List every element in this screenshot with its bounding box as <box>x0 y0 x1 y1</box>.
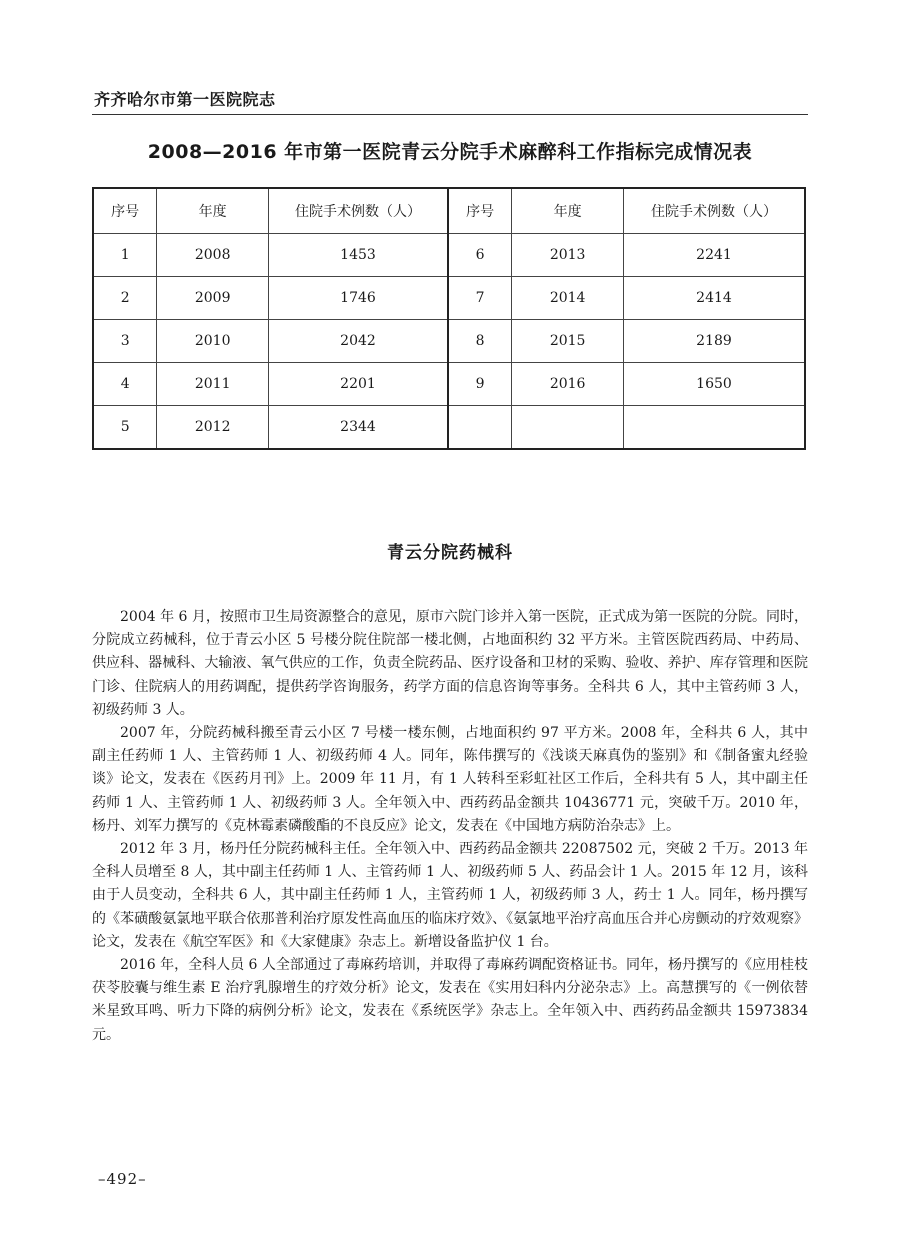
table-cell: 9 <box>448 363 512 406</box>
header-rule <box>92 114 808 115</box>
table-row <box>93 320 805 363</box>
table-header-row <box>93 188 805 234</box>
table-cell <box>448 406 512 450</box>
table-row <box>93 363 805 406</box>
paragraph: 2007 年，分院药械科搬至青云小区 7 号楼一楼东侧，占地面积约 97 平方米。2008 年，全科共 6 人，其中副主任药师 1 人、主管药师 1 人、初级药师 4 人。同年，陈伟撰写的《浅谈天麻真伪的鉴别》和《制备蜜丸经验谈》论文，发表在《医药月刊》上。2009 年 11 月，有 1 人转科至彩虹社区工作后，全科共有 5 人，其中副主任药师 1 人、主管药师 1 人、初级药师 3 人。全年领入中、西药药品金额共 10436771 元，突破千万。2010 年，杨丹、刘军力撰写的《克林霉素磷酸酯的不良反应》论文，发表在《中国地方病防治杂志》上。 <box>92 725 808 834</box>
table-cell: 8 <box>448 320 512 363</box>
table-cell <box>624 406 806 450</box>
table-row <box>93 406 805 450</box>
table-cell: 1453 <box>269 234 448 277</box>
table-cell: 2042 <box>269 320 448 363</box>
header-surgery-count: 住院手术例数（人） <box>269 188 448 234</box>
header-year: 年度 <box>157 188 269 234</box>
table-cell: 2201 <box>269 363 448 406</box>
running-header: 齐齐哈尔市第一医院院志 <box>94 90 276 109</box>
table-cell: 3 <box>93 320 157 363</box>
table-cell: 1746 <box>269 277 448 320</box>
table-row <box>93 277 805 320</box>
table-cell: 2012 <box>157 406 269 450</box>
paragraph: 2004 年 6 月，按照市卫生局资源整合的意见，原市六院门诊并入第一医院，正式成为第一医院的分院。同时，分院成立药械科，位于青云小区 5 号楼分院住院部一楼北侧，占地面积约 32 平方米。主管医院西药局、中药局、供应科、器械科、大输液、氧气供应的工作，负责全院药品、医疗设备和卫材的采购、验收、养护、库存管理和医院门诊、住院病人的用药调配，提供药学咨询服务，药学方面的信息咨询等事务。全科共 6 人，其中主管药师 3 人，初级药师 3 人。 <box>92 609 808 718</box>
table-cell: 2016 <box>512 363 624 406</box>
header-year: 年度 <box>512 188 624 234</box>
header-surgery-count: 住院手术例数（人） <box>624 188 806 234</box>
table-title: 2008—2016 年市第一医院青云分院手术麻醉科工作指标完成情况表 <box>147 141 753 163</box>
table-cell: 2189 <box>624 320 806 363</box>
table-cell: 2008 <box>157 234 269 277</box>
paragraph: 2016 年，全科人员 6 人全部通过了毒麻药培训，并取得了毒麻药调配资格证书。同年，杨丹撰写的《应用桂枝茯苓胶囊与维生素 E 治疗乳腺增生的疗效分析》论文，发表在《实用妇科内分泌杂志》上。高慧撰写的《一例依替米星致耳鸣、听力下降的病例分析》论文，发表在《系统医学》杂志上。全年领入中、西药药品金额共 15973834 元。 <box>92 957 808 1043</box>
table-cell: 5 <box>93 406 157 450</box>
table-cell: 1650 <box>624 363 806 406</box>
body-text <box>92 606 808 1047</box>
table-row <box>93 234 805 277</box>
surgery-stats-table <box>92 187 806 450</box>
table-cell: 2015 <box>512 320 624 363</box>
paragraph: 2012 年 3 月，杨丹任分院药械科主任。全年领入中、西药药品金额共 22087502 元，突破 2 千万。2013 年全科人员增至 8 人，其中副主任药师 1 人、主管药师 1 人、初级药师 5 人、药品会计 1 人。2015 年 12 月，该科由于人员变动，全科共 6 人，其中副主任药师 1 人，主管药师 1 人，初级药师 3 人，药士 1 人。同年，杨丹撰写的《苯磺酸氨氯地平联合依那普利治疗原发性高血压的临床疗效》、《氨氯地平治疗高血压合并心房颤动的疗效观察》论文，发表在《航空军医》和《大家健康》杂志上。新增设备监护仪 1 台。 <box>92 841 808 950</box>
table-cell <box>512 406 624 450</box>
table-cell: 2011 <box>157 363 269 406</box>
table-cell: 7 <box>448 277 512 320</box>
table-cell: 4 <box>93 363 157 406</box>
table-cell: 6 <box>448 234 512 277</box>
table-cell: 2014 <box>512 277 624 320</box>
table-cell: 2009 <box>157 277 269 320</box>
header-seq: 序号 <box>93 188 157 234</box>
table-cell: 2 <box>93 277 157 320</box>
section-title: 青云分院药械科 <box>387 543 513 563</box>
table-cell: 2013 <box>512 234 624 277</box>
table-cell: 2241 <box>624 234 806 277</box>
table-cell: 2344 <box>269 406 448 450</box>
table-cell: 2010 <box>157 320 269 363</box>
table-cell: 1 <box>93 234 157 277</box>
page-number: –492– <box>98 1170 147 1188</box>
header-seq: 序号 <box>448 188 512 234</box>
table-cell: 2414 <box>624 277 806 320</box>
